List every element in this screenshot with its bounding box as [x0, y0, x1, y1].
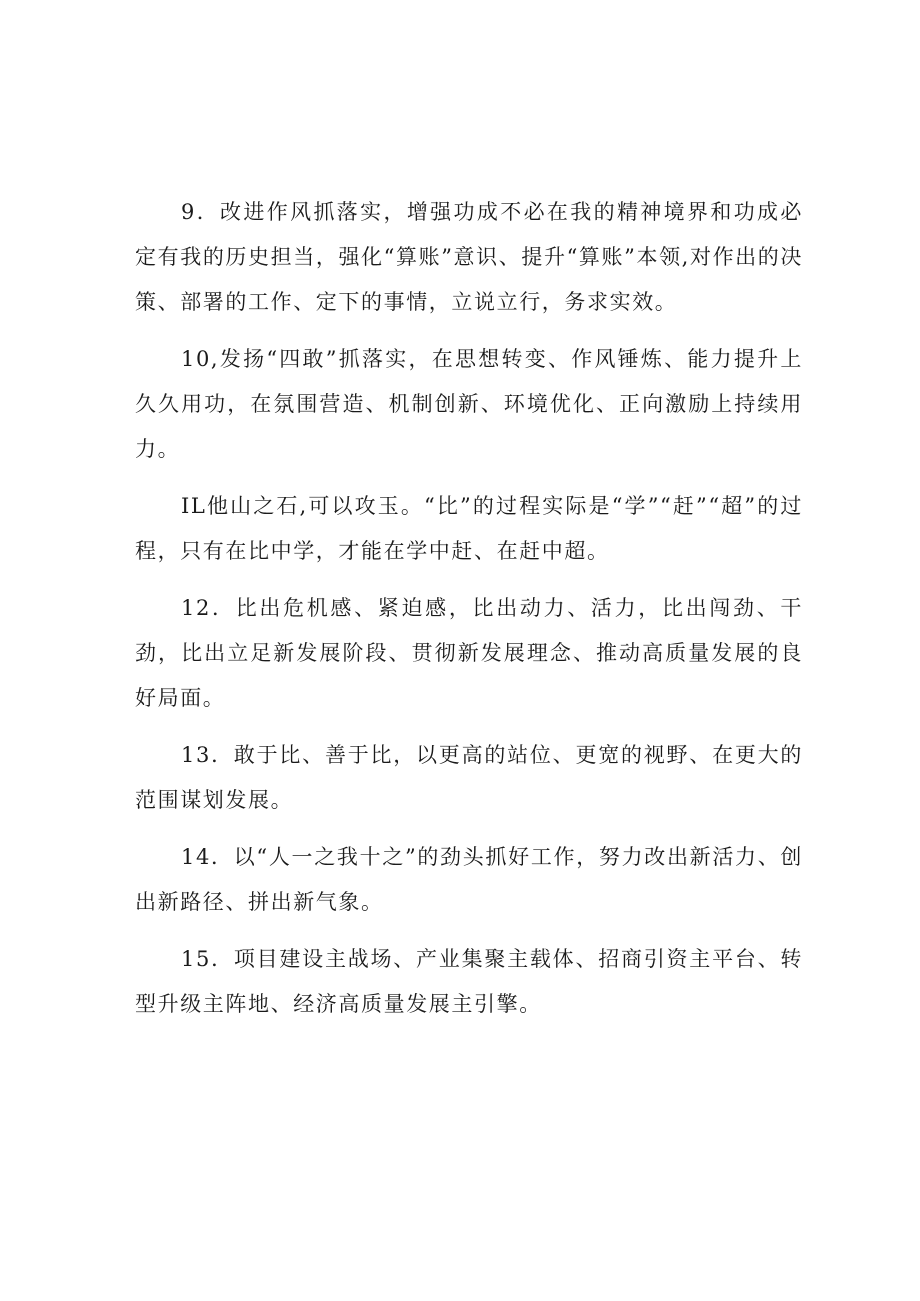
paragraph-11: IL他山之石,可以攻玉。“比”的过程实际是“学”“赶”“超”的过程，只有在比中学，才能在学中赶、在赶中超。	[135, 494, 803, 563]
paragraph-14: 14．以“人一之我十之”的劲头抓好工作，努力改出新活力、创出新路径、拼出新气象。	[135, 845, 803, 914]
paragraph-15: 15．项目建设主战场、产业集聚主载体、招商引资主平台、转型升级主阵地、经济高质量发展主引擎。	[135, 947, 803, 1016]
paragraph-10: 10,发扬“四敢”抓落实，在思想转变、作风锤炼、能力提升上久久用功，在氛围营造、机制创新、环境优化、正向激励上持续用力。	[135, 347, 803, 461]
paragraph-9: 9．改进作风抓落实，增强功成不必在我的精神境界和功成必定有我的历史担当，强化“算账”意识、提升“算账”本领,对作出的决策、部署的工作、定下的事情，立说立行，务求实效。	[135, 200, 803, 314]
paragraph-13: 13．敢于比、善于比，以更高的站位、更宽的视野、在更大的范围谋划发展。	[135, 743, 803, 812]
paragraph-12: 12．比出危机感、紧迫感，比出动力、活力，比出闯劲、干劲，比出立足新发展阶段、贯彻新发展理念、推动高质量发展的良好局面。	[135, 596, 803, 710]
document-body	[135, 190, 803, 1039]
